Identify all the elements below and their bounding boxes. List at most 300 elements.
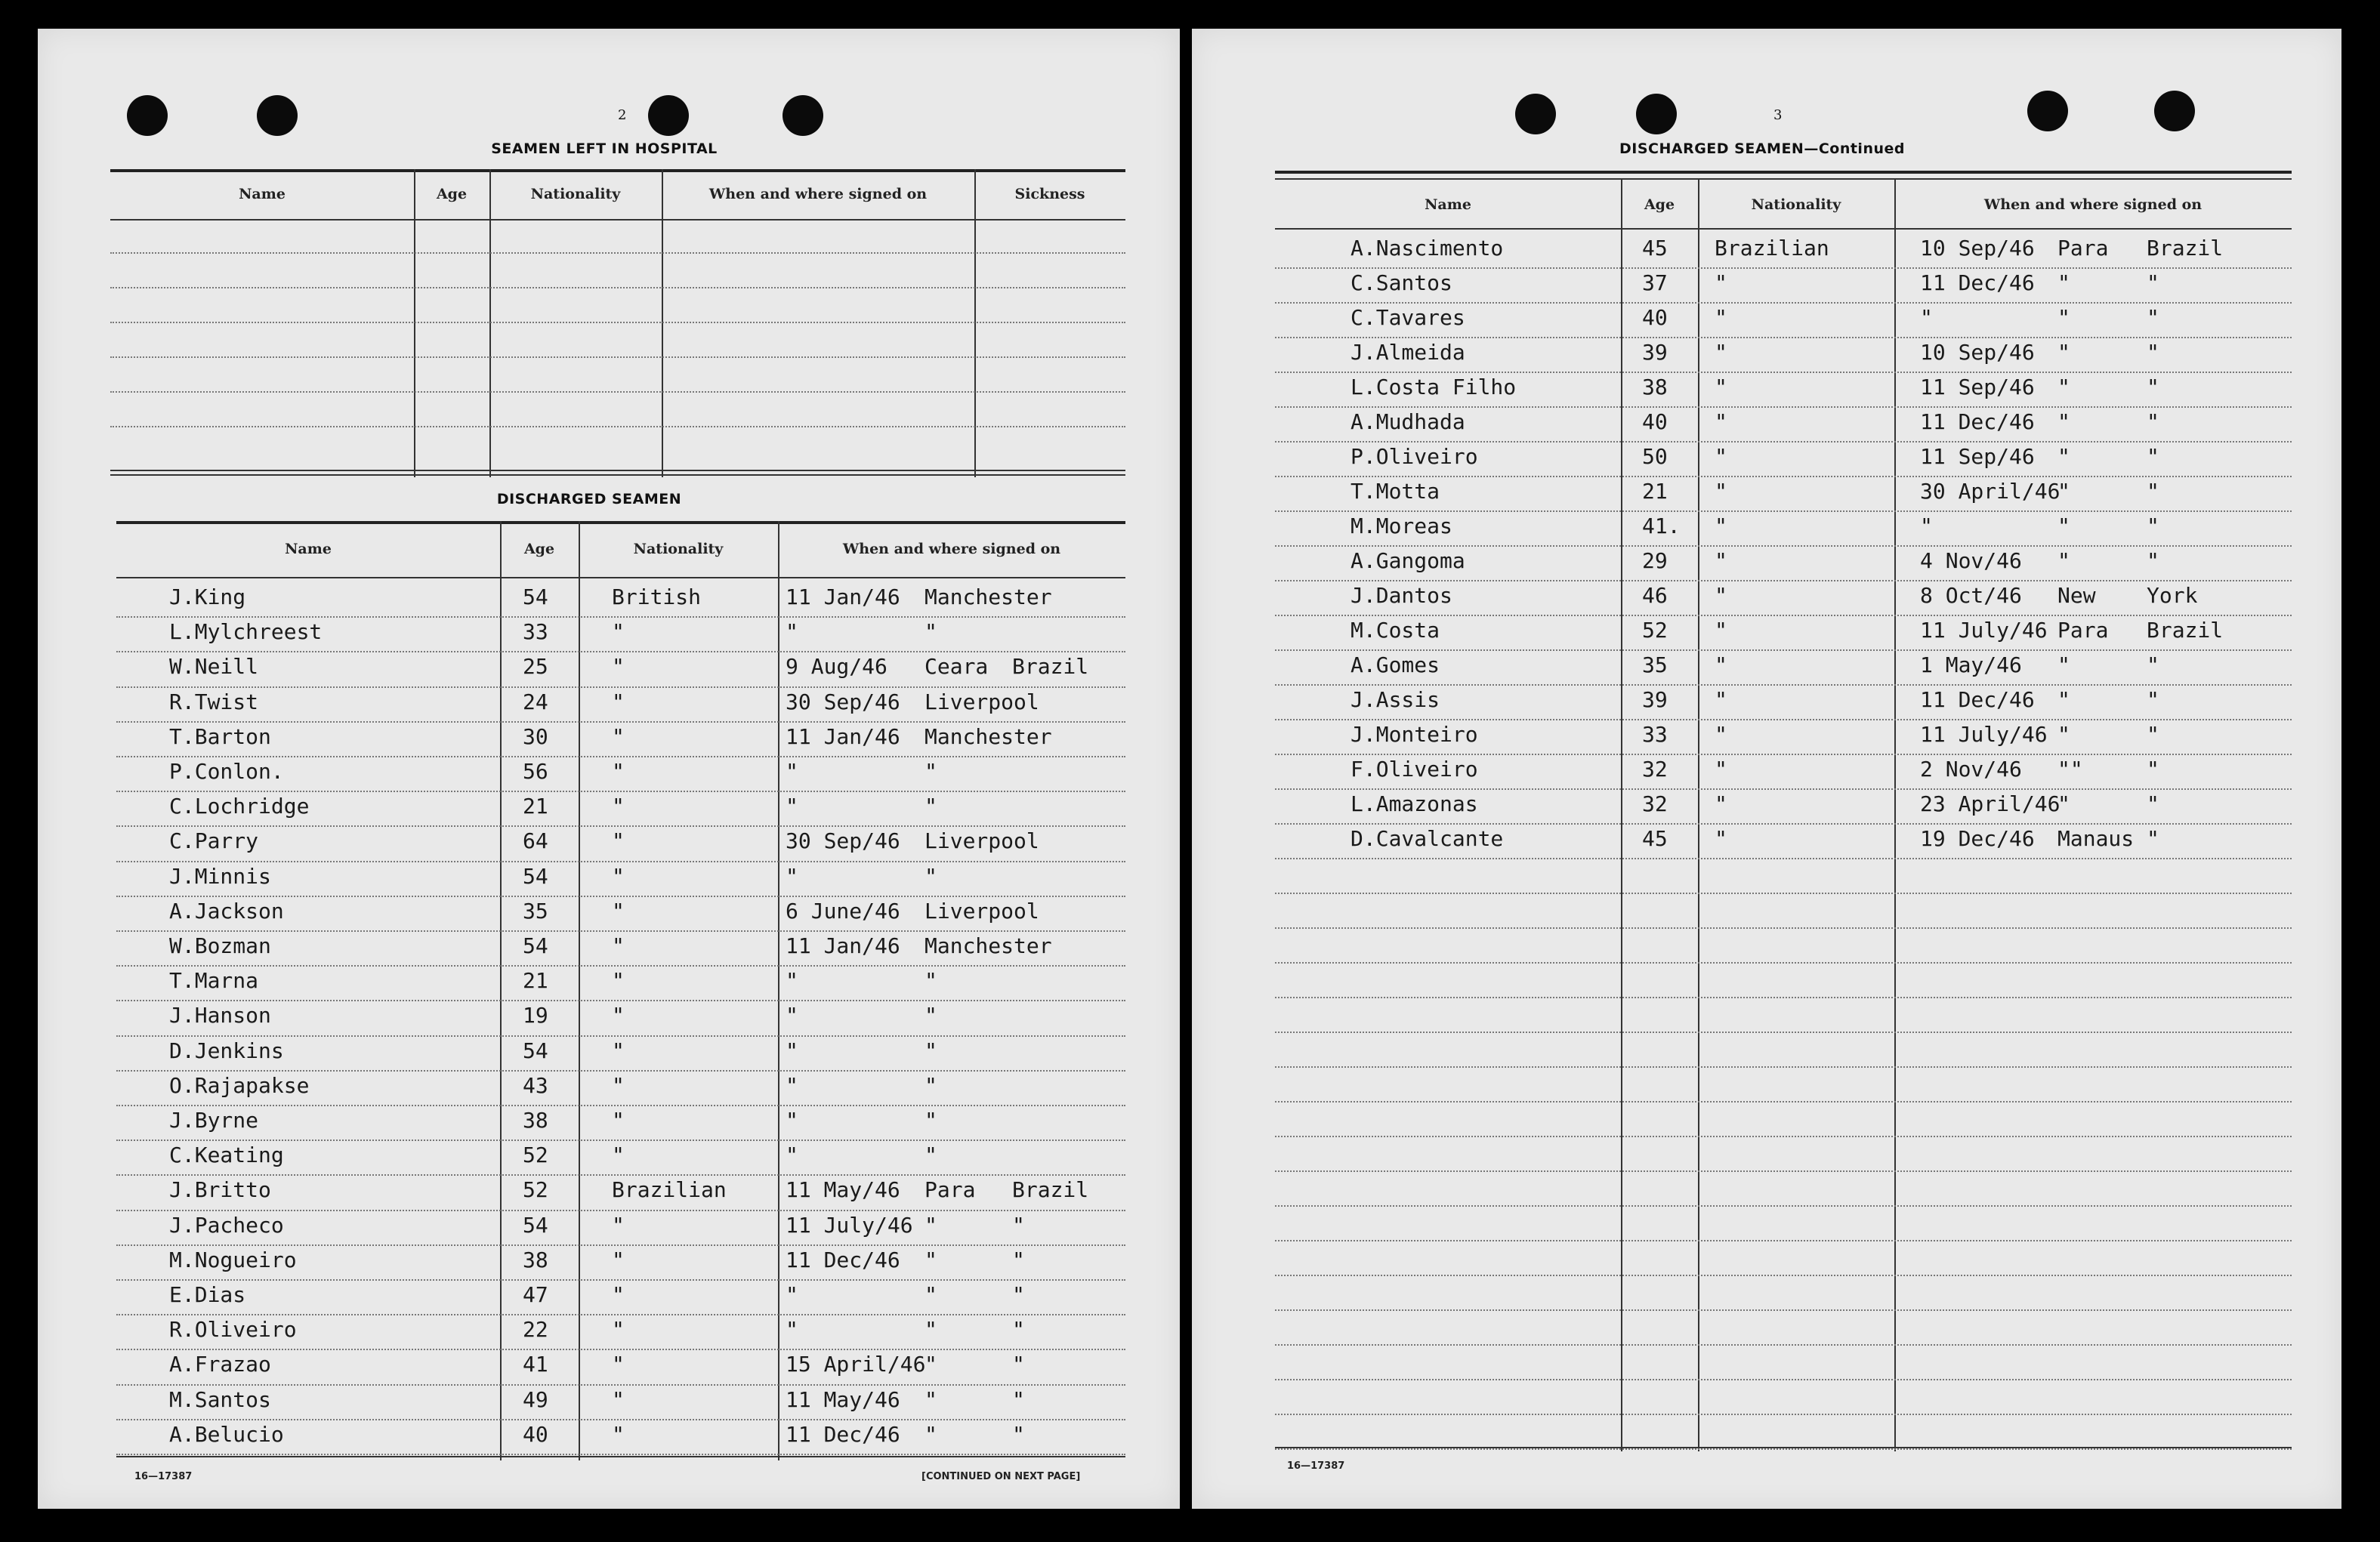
cell-nationality: ": [1715, 583, 1727, 608]
table-row: [116, 1106, 1125, 1141]
cell-date: 11 Dec/46: [1920, 270, 2035, 295]
cell-age: 35: [523, 898, 548, 924]
table-row: [1275, 720, 2292, 755]
cell-name: M.Costa: [1351, 618, 1440, 643]
cell-nationality: ": [612, 1003, 625, 1029]
cell-name: C.Tavares: [1351, 305, 1465, 330]
discharged-continued-title: DISCHARGED SEAMEN—Continued: [1619, 140, 1905, 157]
table-row: [1275, 616, 2292, 651]
table-row: [1275, 686, 2292, 720]
cell-date: 11 May/46: [786, 1386, 900, 1412]
cell-age: 54: [523, 933, 548, 958]
cell-age: 43: [523, 1072, 548, 1098]
cell-age: 39: [1642, 687, 1668, 712]
cell-port: ": [2057, 791, 2070, 816]
cell-country: ": [2147, 375, 2159, 399]
cell-date: 4 Nov/46: [1920, 548, 2022, 573]
cell-country: ": [1012, 1212, 1025, 1238]
cell-name: J.Assis: [1351, 687, 1440, 712]
cell-date: 9 Aug/46: [786, 654, 887, 680]
cell-date: ": [786, 1143, 798, 1168]
cell-nationality: ": [1715, 444, 1727, 469]
cell-date: ": [786, 1038, 798, 1063]
cell-port: ": [925, 1386, 937, 1412]
table-row: [116, 792, 1125, 827]
table-row: [1275, 651, 2292, 686]
table-row: [116, 1037, 1125, 1072]
table-row: [1275, 234, 2292, 269]
header-name: Name: [285, 541, 332, 557]
cell-country: York: [2147, 583, 2198, 608]
cell-port: Ceara: [925, 654, 989, 680]
table-row: [116, 967, 1125, 1001]
cell-nationality: ": [1715, 757, 1727, 782]
cell-date: ": [786, 1108, 798, 1133]
cell-nationality: ": [612, 933, 625, 958]
cell-port: ": [925, 1108, 937, 1133]
cell-country: Brazil: [2147, 236, 2224, 261]
cell-port: ": [925, 863, 937, 889]
cell-name: L.Costa Filho: [1351, 375, 1517, 399]
cell-country: ": [2147, 652, 2159, 677]
cell-age: 39: [1642, 340, 1668, 365]
cell-name: A.Belucio: [169, 1421, 284, 1447]
cell-date: 11 July/46: [1920, 722, 2048, 747]
header-signed-on: When and where signed on: [842, 541, 1061, 557]
cell-date: ": [786, 759, 798, 784]
cell-date: 11 Jan/46: [786, 723, 900, 749]
cell-nationality: ": [612, 1143, 625, 1168]
cell-date: 30 Sep/46: [786, 828, 900, 854]
cell-nationality: ": [1715, 305, 1727, 330]
cell-nationality: ": [612, 1247, 625, 1272]
table-row: [116, 757, 1125, 792]
cell-name: W.Bozman: [169, 933, 271, 958]
cell-port: ": [2057, 722, 2070, 747]
cell-name: A.Gomes: [1351, 652, 1440, 677]
discharged-table: [116, 521, 1125, 1460]
cell-nationality: ": [612, 898, 625, 924]
cell-date: 11 May/46: [786, 1177, 900, 1203]
cell-name: D.Cavalcante: [1351, 826, 1504, 851]
header-nationality: Nationality: [1751, 196, 1841, 213]
cell-port: ": [2057, 548, 2070, 573]
cell-date: 11 Sep/46: [1920, 444, 2035, 469]
punch-hole: [127, 95, 168, 136]
cell-name: J.Byrne: [169, 1108, 259, 1133]
cell-age: 32: [1642, 757, 1668, 782]
cell-nationality: ": [612, 689, 625, 714]
cell-port: ": [2057, 479, 2070, 504]
cell-port: "": [2057, 757, 2083, 782]
discharged-section-title: DISCHARGED SEAMEN: [496, 491, 682, 507]
header-nationality: Nationality: [633, 541, 724, 557]
cell-country: ": [2147, 340, 2159, 365]
cell-nationality: ": [612, 828, 625, 854]
table-row: [116, 1211, 1125, 1246]
header-name: Name: [1425, 196, 1471, 213]
cell-port: ": [925, 1247, 937, 1272]
cell-date: 11 Jan/46: [786, 933, 900, 958]
cell-name: J.Pacheco: [169, 1212, 284, 1238]
cell-nationality: ": [1715, 409, 1727, 434]
cell-name: E.Dias: [169, 1282, 246, 1307]
cell-country: ": [1012, 1421, 1025, 1447]
header-signed-on: When and where signed on: [708, 186, 928, 202]
cell-name: A.Jackson: [169, 898, 284, 924]
cell-country: ": [1012, 1282, 1025, 1307]
cell-age: 54: [523, 863, 548, 889]
form-number: 16—17387: [1287, 1460, 1345, 1472]
cell-port: Para: [2057, 236, 2109, 261]
cell-date: ": [786, 1282, 798, 1307]
punch-hole: [648, 95, 689, 136]
cell-name: A.Gangoma: [1351, 548, 1465, 573]
cell-port: ": [925, 1212, 937, 1238]
cell-age: 54: [523, 584, 548, 609]
cell-nationality: ": [612, 1072, 625, 1098]
cell-name: J.King: [169, 584, 246, 609]
cell-age: 47: [523, 1282, 548, 1307]
cell-country: Brazil: [1012, 654, 1089, 680]
cell-age: 45: [1642, 826, 1668, 851]
cell-name: M.Moreas: [1351, 513, 1452, 538]
cell-name: P.Oliveiro: [1351, 444, 1478, 469]
hospital-table: [110, 169, 1125, 477]
cell-date: 23 April/46: [1920, 791, 2061, 816]
cell-nationality: ": [1715, 548, 1727, 573]
table-row: [1275, 373, 2292, 408]
cell-age: 49: [523, 1386, 548, 1412]
table-row: [116, 1001, 1125, 1036]
cell-age: 32: [1642, 791, 1668, 816]
cell-date: 1 May/46: [1920, 652, 2022, 677]
cell-nationality: ": [1715, 722, 1727, 747]
cell-port: Para: [2057, 618, 2109, 643]
cell-name: W.Neill: [169, 654, 259, 680]
cell-date: ": [1920, 513, 1933, 538]
cell-country: ": [1012, 1386, 1025, 1412]
cell-name: M.Nogueiro: [169, 1247, 297, 1272]
cell-port: ": [925, 1072, 937, 1098]
cell-date: 15 April/46: [786, 1352, 926, 1377]
cell-name: J.Dantos: [1351, 583, 1452, 608]
cell-nationality: ": [1715, 375, 1727, 399]
cell-port: ": [2057, 652, 2070, 677]
table-row: [1275, 338, 2292, 373]
cell-age: 50: [1642, 444, 1668, 469]
cell-age: 35: [1642, 652, 1668, 677]
cell-age: 40: [523, 1421, 548, 1447]
cell-name: O.Rajapakse: [169, 1072, 310, 1098]
right-page: [1192, 29, 2341, 1509]
cell-port: ": [2057, 444, 2070, 469]
cell-nationality: ": [612, 863, 625, 889]
header-age: Age: [436, 186, 468, 202]
cell-name: T.Motta: [1351, 479, 1440, 504]
cell-port: ": [925, 1143, 937, 1168]
cell-date: ": [786, 794, 798, 819]
cell-nationality: British: [612, 584, 702, 609]
cell-port: ": [2057, 375, 2070, 399]
cell-port: ": [925, 794, 937, 819]
cell-age: 41: [523, 1352, 548, 1377]
cell-nationality: ": [1715, 618, 1727, 643]
punch-hole: [1515, 94, 1556, 134]
cell-name: F.Oliveiro: [1351, 757, 1478, 782]
table-row: [1275, 790, 2292, 825]
cell-age: 37: [1642, 270, 1668, 295]
cell-date: 11 Dec/46: [1920, 409, 2035, 434]
table-row: [1275, 443, 2292, 477]
cell-country: ": [2147, 548, 2159, 573]
punch-hole: [2027, 91, 2068, 131]
cell-date: 10 Sep/46: [1920, 340, 2035, 365]
cell-name: A.Nascimento: [1351, 236, 1504, 261]
cell-nationality: ": [1715, 652, 1727, 677]
cell-country: Brazil: [2147, 618, 2224, 643]
cell-country: ": [2147, 826, 2159, 851]
cell-nationality: ": [612, 1352, 625, 1377]
cell-country: ": [2147, 444, 2159, 469]
cell-country: ": [2147, 513, 2159, 538]
cell-age: 52: [1642, 618, 1668, 643]
cell-nationality: ": [612, 654, 625, 680]
cell-date: 11 Dec/46: [786, 1421, 900, 1447]
table-row: [116, 1281, 1125, 1315]
cell-nationality: ": [1715, 687, 1727, 712]
cell-port: ": [2057, 270, 2070, 295]
cell-port: ": [2057, 305, 2070, 330]
cell-date: ": [786, 1072, 798, 1098]
cell-nationality: ": [612, 619, 625, 645]
cell-port: ": [2057, 513, 2070, 538]
cell-nationality: Brazilian: [612, 1177, 727, 1203]
cell-nationality: ": [612, 1386, 625, 1412]
cell-nationality: ": [612, 1421, 625, 1447]
header-sickness: Sickness: [1014, 186, 1085, 202]
table-row: [116, 723, 1125, 757]
cell-age: 38: [523, 1247, 548, 1272]
table-row: [1275, 269, 2292, 304]
cell-port: Manchester: [925, 723, 1052, 749]
cell-country: ": [2147, 479, 2159, 504]
cell-age: 45: [1642, 236, 1668, 261]
cell-country: ": [1012, 1247, 1025, 1272]
cell-name: J.Almeida: [1351, 340, 1465, 365]
table-row: [1275, 547, 2292, 581]
cell-name: J.Hanson: [169, 1003, 271, 1029]
cell-port: Para: [925, 1177, 976, 1203]
table-row: [116, 1420, 1125, 1455]
header-nationality: Nationality: [530, 186, 621, 202]
cell-age: 38: [1642, 375, 1668, 399]
cell-age: 21: [523, 794, 548, 819]
cell-name: A.Frazao: [169, 1352, 271, 1377]
cell-port: Liverpool: [925, 898, 1039, 924]
header-name: Name: [239, 186, 286, 202]
form-number: 16—17387: [134, 1471, 193, 1482]
page-number: 3: [1773, 107, 1783, 123]
cell-name: M.Santos: [169, 1386, 271, 1412]
cell-nationality: ": [612, 723, 625, 749]
cell-port: Manchester: [925, 933, 1052, 958]
cell-age: 22: [523, 1317, 548, 1343]
cell-nationality: ": [1715, 479, 1727, 504]
table-row: [1275, 304, 2292, 338]
cell-nationality: ": [612, 1317, 625, 1343]
cell-age: 21: [1642, 479, 1668, 504]
cell-age: 33: [523, 619, 548, 645]
cell-port: Manchester: [925, 584, 1052, 609]
punch-hole: [783, 95, 823, 136]
cell-nationality: ": [612, 968, 625, 994]
cell-port: ": [925, 968, 937, 994]
cell-port: ": [925, 1003, 937, 1029]
cell-nationality: ": [1715, 826, 1727, 851]
cell-date: 11 July/46: [786, 1212, 913, 1238]
table-row: [116, 583, 1125, 618]
header-age: Age: [523, 541, 555, 557]
cell-port: New: [2057, 583, 2096, 608]
cell-name: A.Mudhada: [1351, 409, 1465, 434]
cell-nationality: ": [612, 1282, 625, 1307]
cell-age: 24: [523, 689, 548, 714]
cell-date: 6 June/46: [786, 898, 900, 924]
table-row: [116, 618, 1125, 652]
cell-date: 30 April/46: [1920, 479, 2061, 504]
cell-date: ": [786, 619, 798, 645]
table-row: [116, 1246, 1125, 1281]
cell-age: 33: [1642, 722, 1668, 747]
table-row: [116, 1176, 1125, 1210]
cell-port: Liverpool: [925, 689, 1039, 714]
cell-port: ": [925, 1421, 937, 1447]
table-row: [1275, 755, 2292, 790]
cell-country: ": [2147, 791, 2159, 816]
cell-port: ": [925, 1038, 937, 1063]
cell-name: T.Marna: [169, 968, 259, 994]
cell-date: 11 Jan/46: [786, 584, 900, 609]
cell-age: 19: [523, 1003, 548, 1029]
hospital-section-title: SEAMEN LEFT IN HOSPITAL: [491, 140, 718, 157]
cell-age: 46: [1642, 583, 1668, 608]
left-page: [38, 29, 1180, 1509]
table-row: [116, 897, 1125, 932]
cell-age: 40: [1642, 409, 1668, 434]
cell-age: 29: [1642, 548, 1668, 573]
cell-nationality: ": [1715, 513, 1727, 538]
table-row: [116, 932, 1125, 967]
cell-country: ": [1012, 1352, 1025, 1377]
cell-nationality: ": [1715, 791, 1727, 816]
cell-port: Liverpool: [925, 828, 1039, 854]
cell-port: Manaus: [2057, 826, 2135, 851]
cell-port: ": [2057, 409, 2070, 434]
table-row: [116, 652, 1125, 687]
cell-nationality: ": [612, 759, 625, 784]
cell-age: 25: [523, 654, 548, 680]
cell-name: R.Oliveiro: [169, 1317, 297, 1343]
cell-name: D.Jenkins: [169, 1038, 284, 1063]
cell-date: 10 Sep/46: [1920, 236, 2035, 261]
cell-date: 11 Dec/46: [1920, 687, 2035, 712]
cell-nationality: ": [1715, 270, 1727, 295]
cell-age: 21: [523, 968, 548, 994]
cell-port: ": [2057, 687, 2070, 712]
cell-country: ": [2147, 722, 2159, 747]
cell-port: ": [2057, 340, 2070, 365]
table-row: [116, 1072, 1125, 1106]
cell-age: 41.: [1642, 513, 1681, 538]
cell-date: 11 Sep/46: [1920, 375, 2035, 399]
cell-country: ": [2147, 687, 2159, 712]
cell-date: 11 Dec/46: [786, 1247, 900, 1272]
cell-age: 30: [523, 723, 548, 749]
cell-age: 54: [523, 1038, 548, 1063]
cell-age: 56: [523, 759, 548, 784]
table-row: [1275, 512, 2292, 547]
cell-age: 38: [523, 1108, 548, 1133]
cell-nationality: Brazilian: [1715, 236, 1829, 261]
cell-age: 52: [523, 1177, 548, 1203]
header-signed-on: When and where signed on: [1983, 196, 2203, 213]
cell-nationality: ": [612, 1108, 625, 1133]
cell-name: R.Twist: [169, 689, 259, 714]
cell-age: 52: [523, 1143, 548, 1168]
cell-date: ": [786, 863, 798, 889]
table-row: [116, 1350, 1125, 1385]
cell-name: C.Parry: [169, 828, 259, 854]
cell-name: J.Minnis: [169, 863, 271, 889]
cell-age: 54: [523, 1212, 548, 1238]
cell-nationality: ": [612, 1212, 625, 1238]
table-row: [116, 862, 1125, 897]
cell-name: C.Lochridge: [169, 794, 310, 819]
table-row: [116, 1386, 1125, 1420]
table-row: [116, 827, 1125, 862]
continued-note: [CONTINUED ON NEXT PAGE]: [921, 1471, 1081, 1482]
cell-name: P.Conlon.: [169, 759, 284, 784]
cell-nationality: ": [612, 1038, 625, 1063]
table-row: [1275, 581, 2292, 616]
table-row: [116, 1315, 1125, 1350]
table-row: [1275, 825, 2292, 859]
cell-age: 40: [1642, 305, 1668, 330]
table-row: [1275, 477, 2292, 512]
cell-name: L.Amazonas: [1351, 791, 1478, 816]
cell-country: ": [2147, 409, 2159, 434]
cell-name: J.Monteiro: [1351, 722, 1478, 747]
punch-hole: [2154, 91, 2195, 131]
cell-port: ": [925, 1352, 937, 1377]
cell-date: 11 July/46: [1920, 618, 2048, 643]
discharged-continued-table: [1275, 171, 2292, 1451]
cell-name: C.Keating: [169, 1143, 284, 1168]
cell-nationality: ": [1715, 340, 1727, 365]
cell-date: ": [786, 1003, 798, 1029]
punch-hole: [257, 95, 298, 136]
cell-country: Brazil: [1012, 1177, 1089, 1203]
cell-date: 8 Oct/46: [1920, 583, 2022, 608]
page-number: 2: [618, 107, 627, 123]
cell-port: ": [925, 759, 937, 784]
punch-hole: [1636, 94, 1677, 134]
cell-name: L.Mylchreest: [169, 619, 323, 645]
cell-port: ": [925, 1282, 937, 1307]
cell-date: 30 Sep/46: [786, 689, 900, 714]
cell-name: J.Britto: [169, 1177, 271, 1203]
